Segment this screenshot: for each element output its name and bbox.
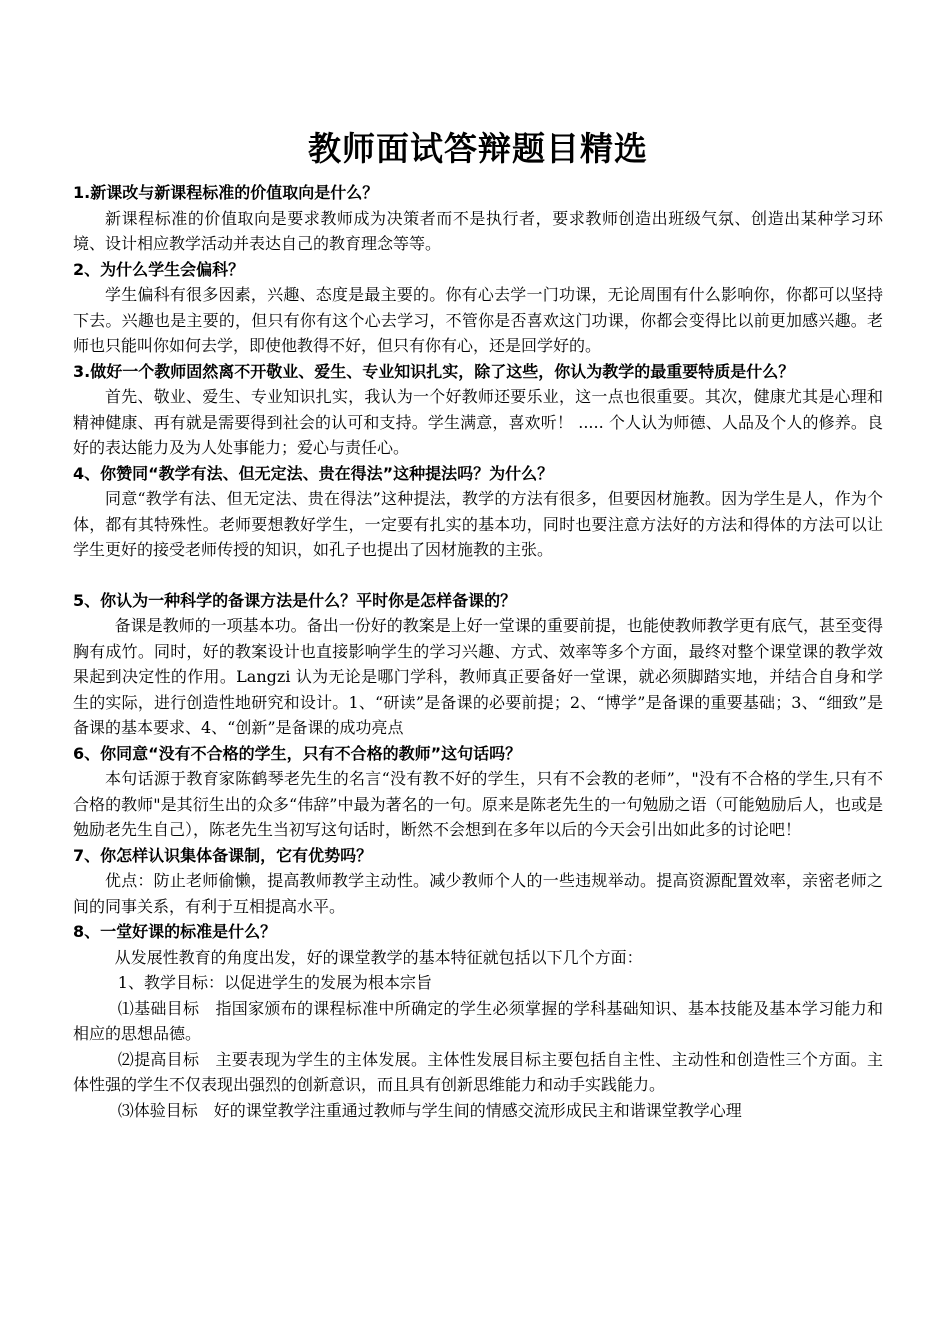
question-3: 3.做好一个教师固然离不开敬业、爱生、专业知识扎实，除了这些，你认为教学的最重要特质是什么？ [73,361,795,381]
answer-8-item-3: ⑵提高目标 主要表现为学生的主体发展。主体性发展目标主要包括自主性、主动性和创造性三个方面。主体性强的学生不仅表现出强烈的创新意识，而且具有创新思维能力和动手实践能力。 [73,1049,883,1094]
document-page [73,118,883,1123]
question-1: 1.新课改与新课程标准的价值取向是什么？ [73,183,379,202]
answer-1: 新课程标准的价值取向是要求教师成为决策者而不是执行者，要求教师创造出班级气氛、创造出某种学习环境、设计相应教学活动并表达自己的教育理念等等。 [73,208,883,253]
answer-7: 优点：防止老师偷懒，提高教师教学主动性。减少教师个人的一些违规举动。提高资源配置效率，亲密老师之间的同事关系，有利于互相提高水平。 [73,871,883,916]
question-6: 6、你同意“没有不合格的学生，只有不合格的教师”这句话吗？ [73,743,522,763]
question-4: 4、你赞同“教学有法、但无定法、贵在得法”这种提法吗？为什么？ [73,463,554,483]
answer-6: 本句话源于教育家陈鹤琴老先生的名言“没有教不好的学生，只有不会教的老师”，"没有不合格的学生,只有不合格的教师"是其衍生出的众多“伟辞”中最为著名的一句。原来是陈老先生的一句勉励之语（可能勉励后人，也或是勉励老先生自己），陈老先生当初写这句话时，断然不会想到在多年以后的今天会引出如此多的讨论吧！ [73,769,883,839]
answer-8-intro: 从发展性教育的角度出发，好的课堂教学的基本特征就包括以下几个方面： [114,947,643,967]
paragraph-gap [73,563,883,588]
answer-8-item-1: 1、教学目标：以促进学生的发展为根本宗旨 [117,973,432,992]
answer-8-item-4: ⑶体验目标 好的课堂教学注重通过教师与学生间的情感交流形成民主和谐课堂教学心理 [117,1100,742,1120]
question-2: 2、为什么学生会偏科？ [73,259,245,279]
answer-8-item-2: ⑴基础目标 指国家颁布的课程标准中所确定的学生必须掌握的学科基础知识、基本技能及基本学习能力和相应的思想品德。 [73,998,883,1043]
answer-4: 同意“教学有法、但无定法、贵在得法”这种提法，教学的方法有很多，但要因材施教。因为学生是人，作为个体，都有其特殊性。老师要想教好学生，一定要有扎实的基本功，同时也要注意方法好的方法和得体的方法可以让学生更好的接受老师传授的知识，如孔子也提出了因材施教的主张。 [73,489,883,559]
answer-3: 首先、敬业、爱生、专业知识扎实，我认为一个好教师还要乐业，这一点也很重要。其次，健康尤其是心理和精神健康、再有就是需要得到社会的认可和支持。学生满意，喜欢听！ ..... 个人认为师德、人品及个人的修养。良好的表达能力及为人处事能力；爱心与责任心。 [73,387,883,457]
document-title: 教师面试答辩题目精选 [308,129,648,168]
question-8: 8、一堂好课的标准是什么？ [73,922,277,941]
answer-2: 学生偏科有很多因素，兴趣、态度是最主要的。你有心去学一门功课，无论周围有什么影响你，你都可以坚持下去。兴趣也是主要的，但只有你有这个心去学习，不管你是否喜欢这门功课，你都会变得比以前更加感兴趣。老师也只能叫你如何去学，即使他教得不好，但只有你有心，还是回学好的。 [73,285,883,355]
answer-5: 备课是教师的一项基本功。备出一份好的教案是上好一堂课的重要前提，也能使教师教学更有底气，甚至变得胸有成竹。同时，好的教案设计也直接影响学生的学习兴趣、方式、效率等多个方面，最终对整个课堂课的教学效果起到决定性的作用。Langzi 认为无论是哪门学科，教师真正要备好一堂课，就必须脚踏实地，并结合自身和学生的实际，进行创造性地研究和设计。1、“研读”是备课的必要前提；2、“博学”是备课的重要基础；3、“细致”是备课的基本要求、4、“创新”是备课的成功亮点 [73,616,883,737]
question-5: 5、你认为一种科学的备课方法是什么？平时你是怎样备课的？ [73,590,517,610]
question-7: 7、你怎样认识集体备课制，它有优势吗？ [73,845,373,865]
